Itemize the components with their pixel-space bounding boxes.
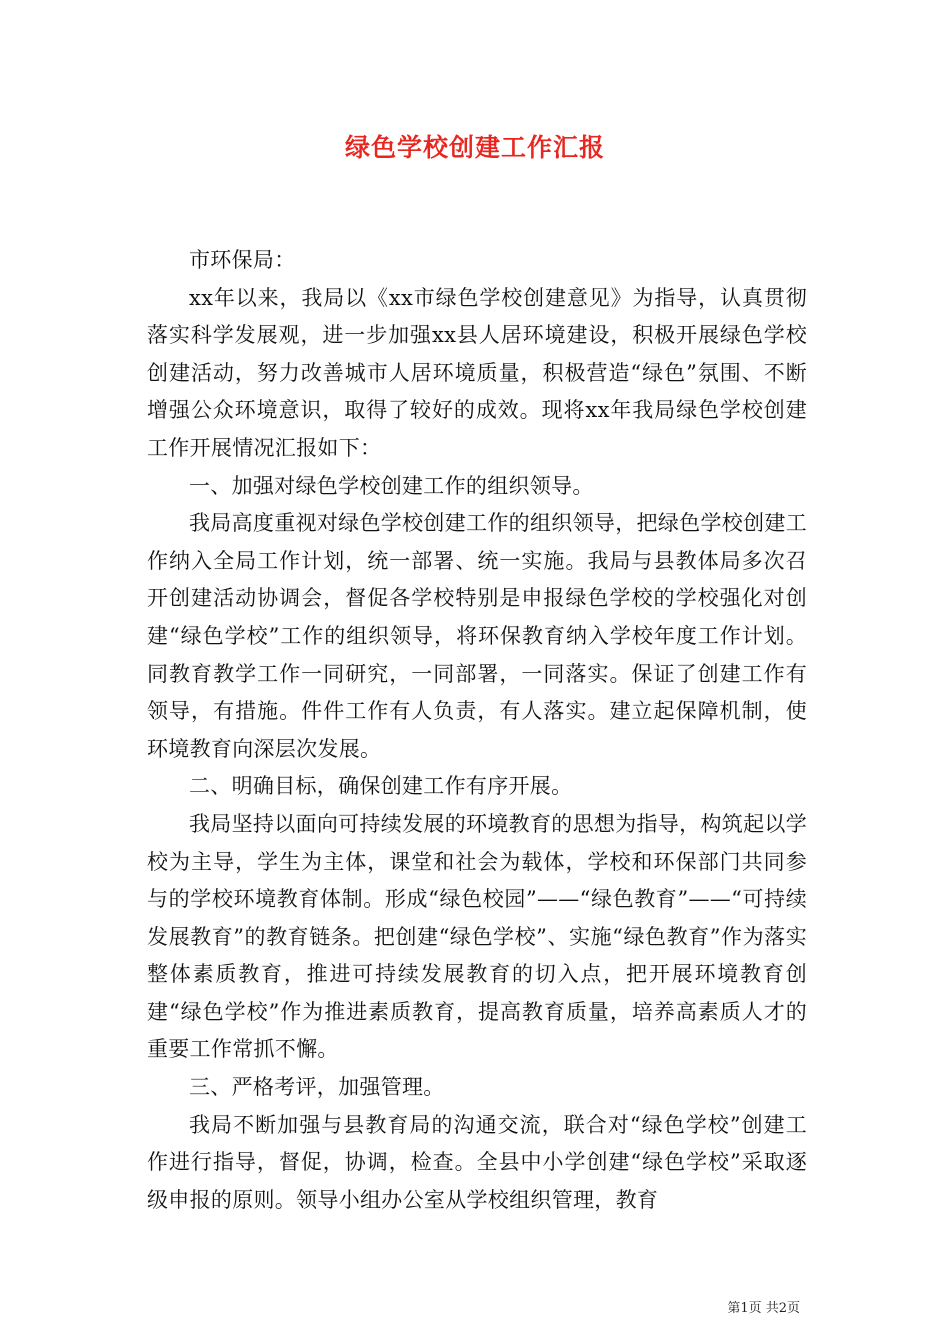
page-number-footer: 第1页 共2页 bbox=[727, 1301, 800, 1316]
document-title: 绿色学校创建工作汇报 bbox=[344, 133, 605, 162]
salutation: 市环保局： bbox=[189, 248, 296, 272]
section-heading-2: 二、明确目标，确保创建工作有序开展。 bbox=[189, 774, 573, 799]
section-paragraph-1: 我局高度重视对绿色学校创建工作的组织领导，把绿色学校创建工作纳入全局工作计划，统一部署、统一实施。我局与县教体局多次召开创建活动协调会，督促各学校特别是申报绿色学校的学校强化对创建“绿色学校”工作的组织领导，将环保教育纳入学校年度工作计划。同教育教学工作一同研究，一同部署，一同落实。保证了创建工作有领导，有措施。件件工作有人负责，有人落实。建立起保障机制，使环境教育向深层次发展。 bbox=[147, 511, 807, 761]
section-paragraph-3: 我局不断加强与县教育局的沟通交流，联合对“绿色学校”创建工作进行指导，督促，协调，检查。全县中小学创建“绿色学校”采取逐级申报的原则。领导小组办公室从学校组织管理，教育 bbox=[147, 1112, 807, 1212]
section-paragraph-2: 我局坚持以面向可持续发展的环境教育的思想为指导，构筑起以学校为主导，学生为主体，课堂和社会为载体，学校和环保部门共同参与的学校环境教育体制。形成“绿色校园”——“绿色教育”——“可持续发展教育”的教育链条。把创建“绿色学校”、实施“绿色教育”作为落实整体素质教育，推进可持续发展教育的切入点，把开展环境教育创建“绿色学校”作为推进素质教育，提高教育质量，培养高素质人才的重要工作常抓不懈。 bbox=[147, 811, 807, 1062]
section-heading-1: 一、加强对绿色学校创建工作的组织领导。 bbox=[189, 473, 594, 498]
section-heading-3: 三、严格考评，加强管理。 bbox=[189, 1075, 445, 1100]
document-body bbox=[147, 242, 807, 1219]
intro-paragraph: xx年以来，我局以《xx市绿色学校创建意见》为指导，认真贯彻落实科学发展观，进一步加强xx县人居环境建设，积极开展绿色学校创建活动，努力改善城市人居环境质量，积极营造“绿色”氛围、不断增强公众环境意识，取得了较好的成效。现将xx年我局绿色学校创建工作开展情况汇报如下： bbox=[147, 285, 807, 460]
